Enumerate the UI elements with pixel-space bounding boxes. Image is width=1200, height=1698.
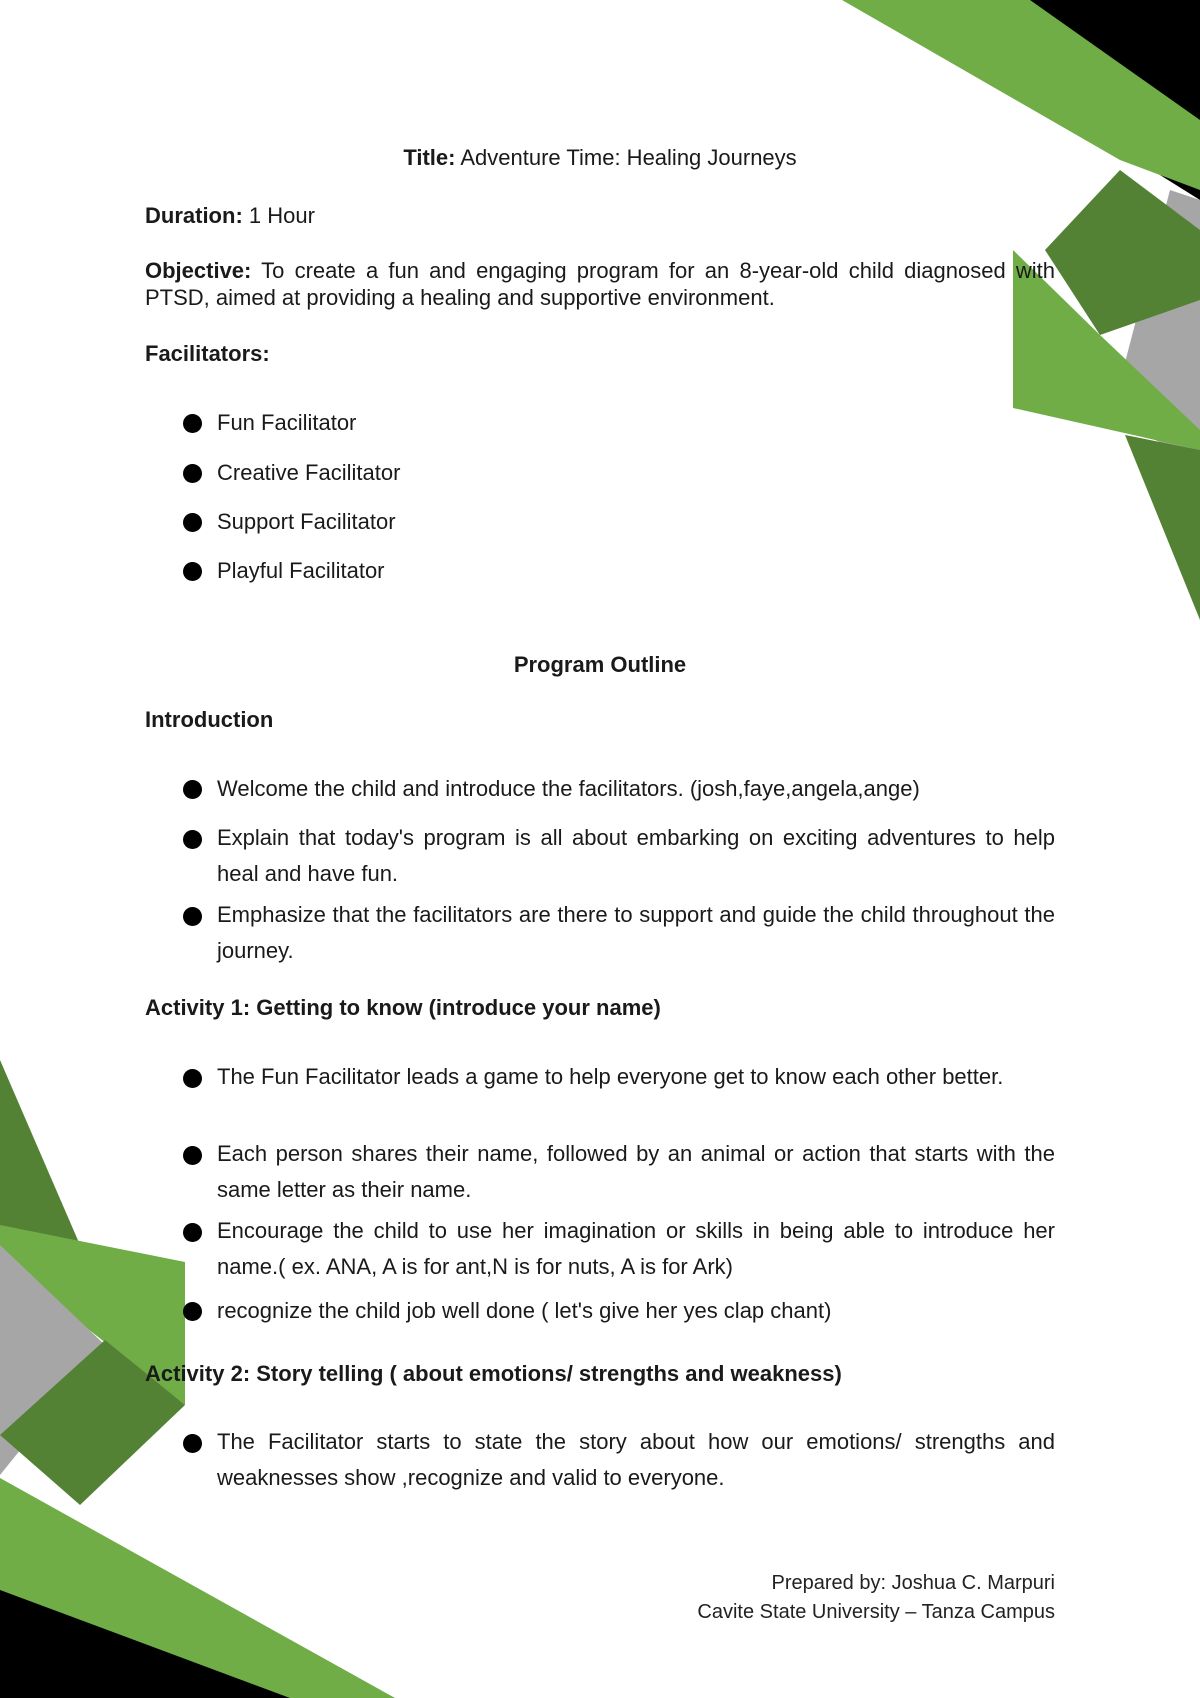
list-item-text: Playful Facilitator: [217, 558, 385, 583]
bullet-icon: [183, 562, 202, 581]
list-item-text: Support Facilitator: [217, 509, 396, 534]
list-item-text: Emphasize that the facilitators are there to support and guide the child throughout the journey.: [217, 902, 1055, 963]
prepared-by: Prepared by: Joshua C. Marpuri: [771, 1572, 1055, 1594]
list-item-text: Creative Facilitator: [217, 460, 401, 485]
bullet-icon: [183, 1069, 202, 1088]
school-name: Cavite State University – Tanza Campus: [697, 1601, 1055, 1623]
objective-label: Objective:: [145, 258, 252, 283]
bullet-icon: [183, 907, 202, 926]
list-item-text: The Fun Facilitator leads a game to help everyone get to know each other better.: [217, 1064, 1004, 1089]
title-value: Adventure Time: Healing Journeys: [455, 145, 797, 170]
facilitators-heading: Facilitators:: [145, 341, 270, 366]
duration-label: Duration:: [145, 203, 243, 228]
bullet-icon: [183, 780, 202, 799]
bullet-icon: [183, 464, 202, 483]
duration-line: [145, 202, 1055, 229]
list-item-text: Each person shares their name, followed by an animal or action that starts with the same letter as their name.: [217, 1141, 1055, 1202]
list-item-text: recognize the child job well done ( let's give her yes clap chant): [217, 1298, 832, 1323]
objective-paragraph: [145, 257, 1055, 311]
bullet-icon: [183, 414, 202, 433]
bullet-icon: [183, 830, 202, 849]
program-outline-heading: Program Outline: [513, 652, 687, 677]
bullet-icon: [183, 513, 202, 532]
bullet-icon: [183, 1146, 202, 1165]
bullet-icon: [183, 1434, 202, 1453]
introduction-heading: Introduction: [145, 707, 274, 732]
activity2-heading: Activity 2: Story telling ( about emotions/ strengths and weakness): [145, 1361, 842, 1386]
activity1-heading: Activity 1: Getting to know (introduce your name): [145, 995, 661, 1020]
list-item-text: Explain that today's program is all about embarking on exciting adventures to help heal and have fun.: [217, 825, 1055, 886]
bullet-icon: [183, 1302, 202, 1321]
list-item-text: Fun Facilitator: [217, 410, 357, 435]
title-label: Title:: [403, 145, 456, 170]
list-item-text: Welcome the child and introduce the facilitators. (josh,faye,angela,ange): [217, 776, 920, 801]
bullet-icon: [183, 1223, 202, 1242]
list-item-text: The Facilitator starts to state the story about how our emotions/ strengths and weaknesses show ,recognize and valid to everyone.: [217, 1429, 1055, 1490]
title-line: [0, 144, 1200, 171]
duration-value: 1 Hour: [242, 203, 315, 228]
objective-text: To create a fun and engaging program for an 8-year-old child diagnosed with PTSD, aimed at providing a healing and supportive environment.: [145, 258, 1055, 310]
list-item-text: Encourage the child to use her imagination or skills in being able to introduce her name.( ex. ANA, A is for ant,N is for nuts, A is for Ark): [217, 1218, 1055, 1279]
